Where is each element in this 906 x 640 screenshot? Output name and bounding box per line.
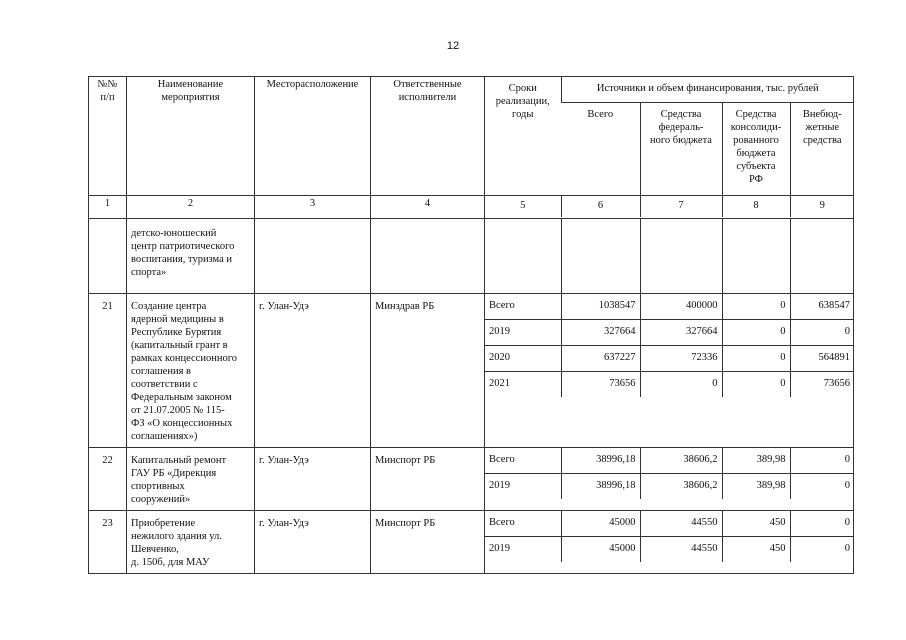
amount-extrabudget: 638547 [790,294,854,320]
period-year: Всего [485,294,561,320]
period-year: 2019 [485,320,561,346]
amount-regional: 0 [722,346,790,372]
item-name: детско-юношеский центр патриотического воспитания, туризма и спорта» [127,219,255,294]
amount-total: 327664 [561,320,640,346]
item-executor: Минспорт РБ [371,511,485,574]
amount-total: 45000 [561,537,640,563]
amount-federal: 38606,2 [640,474,722,500]
amount-extrabudget: 0 [790,448,854,474]
period-row [485,372,854,398]
header-regional: Средства консолиди- рованного бюджета субъекта РФ [722,103,790,196]
header-executor: Ответственные исполнители [371,77,485,196]
period-year: 2021 [489,378,510,389]
period-row [485,346,854,372]
amount-total: 38996,18 [561,474,640,500]
amount-total: 45000 [561,511,640,537]
column-numbers-row [89,196,854,219]
period-row [485,511,854,537]
period-year: 2019 [489,543,510,554]
item-executor: Минздрав РБ [371,294,485,448]
header-extrabudget: Внебюд- жетные средства [790,103,854,196]
item-location: г. Улан-Удэ [255,511,371,574]
empty-cell [485,219,561,293]
period-row [485,320,854,346]
empty-cell [640,219,722,293]
header-federal: Средства федераль- ного бюджета [640,103,722,196]
column-number: 2 [127,196,255,219]
table-row [89,448,854,511]
item-name: Капитальный ремонт ГАУ РБ «Дирекция спортивных сооружений» [127,448,255,511]
amount-regional: 450 [722,537,790,563]
period-year: Всего [485,448,561,474]
column-number: 1 [89,196,127,219]
amount-regional: 389,98 [722,474,790,500]
item-executor: Минспорт РБ [371,448,485,511]
item-location: г. Улан-Удэ [255,294,371,448]
table-row [89,511,854,574]
period-row [485,537,854,563]
amount-federal: 0 [640,372,722,398]
period-row [485,294,854,320]
amount-extrabudget: 0 [790,511,854,537]
period-year: Всего [485,511,561,537]
item-name: Создание центра ядерной медицины в Республике Бурятия (капитальный грант в рамках концессионного соглашения в соответствии с Федеральным законом от 21.07.2005 № 115- ФЗ «О концессионных соглашениях») [127,294,255,448]
header-financing-group [485,77,854,196]
amount-regional: 0 [722,372,790,398]
row-number: 23 [89,511,127,574]
amount-extrabudget: 73656 [790,372,854,398]
amount-total: 1038547 [561,294,640,320]
amount-federal: 38606,2 [640,448,722,474]
amount-federal: 72336 [640,346,722,372]
financing-table [88,76,854,574]
financing-cells [485,448,854,511]
amount-total: 38996,18 [561,448,640,474]
column-number: 9 [790,196,854,217]
amount-extrabudget: 0 [790,320,854,346]
item-name: Приобретение нежилого здания ул. Шевченко, д. 150б, для МАУ [127,511,255,574]
empty-cell [722,219,790,293]
header-num: №№ п/п [89,77,127,196]
header-period: Сроки реализации, годы [495,83,550,120]
item-location: г. Улан-Удэ [255,448,371,511]
empty-cell [790,219,854,293]
table-row [89,294,854,448]
column-number: 7 [640,196,722,217]
empty-cell [255,219,371,294]
header-name: Наименование мероприятия [127,77,255,196]
amount-extrabudget: 564891 [790,346,854,372]
row-number: 22 [89,448,127,511]
amount-extrabudget: 0 [790,474,854,500]
amount-regional: 0 [722,320,790,346]
header-total: Всего [587,109,614,120]
amount-total: 73656 [561,372,640,398]
period-row [485,474,854,500]
amount-federal: 327664 [640,320,722,346]
row-number: 21 [89,294,127,448]
period-year: 2020 [485,346,561,372]
financing-cells [485,294,854,448]
column-number: 6 [561,196,640,217]
empty-cell [561,219,640,293]
column-numbers-financing [485,196,854,219]
period-row [485,448,854,474]
amount-regional: 450 [722,511,790,537]
column-number: 5 [520,200,526,211]
page-number: 12 [446,40,460,52]
column-number: 4 [371,196,485,219]
period-year: 2019 [489,480,510,491]
continuation-financing [485,219,854,294]
header-financing: Источники и объем финансирования, тыс. рублей [561,77,854,103]
amount-regional: 389,98 [722,448,790,474]
column-number: 8 [722,196,790,217]
amount-federal: 44550 [640,537,722,563]
financing-cells [485,511,854,574]
continuation-row [89,219,854,294]
amount-federal: 44550 [640,511,722,537]
amount-regional: 0 [722,294,790,320]
empty-cell [371,219,485,294]
column-number: 3 [255,196,371,219]
amount-total: 637227 [561,346,640,372]
empty-cell [89,219,127,294]
amount-extrabudget: 0 [790,537,854,563]
amount-federal: 400000 [640,294,722,320]
header-location: Месторасположение [255,77,371,196]
